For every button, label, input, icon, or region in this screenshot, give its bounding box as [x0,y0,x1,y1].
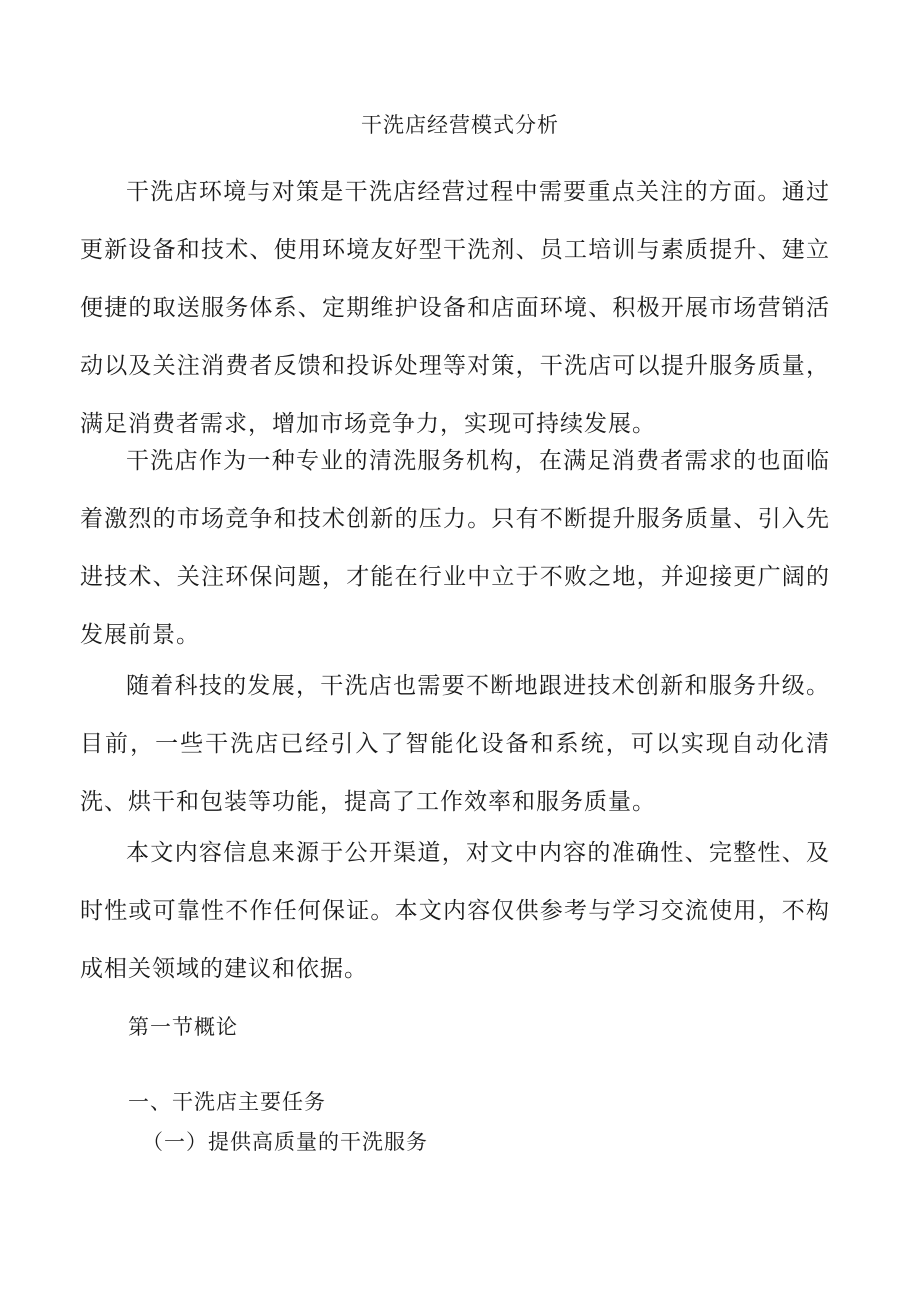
paragraph-competition: 干洗店作为一种专业的清洗服务机构，在满足消费者需求的也面临着激烈的市场竞争和技术创新的压力。只有不断提升服务质量、引入先进技术、关注环保问题，才能在行业中立于不败之地，并迎接更广阔的发展前景。 [80,448,830,648]
paragraph-environment-strategy: 干洗店环境与对策是干洗店经营过程中需要重点关注的方面。通过更新设备和技术、使用环境友好型干洗剂、员工培训与素质提升、建立便捷的取送服务体系、定期维护设备和店面环境、积极开展市场营销活动以及关注消费者反馈和投诉处理等对策，干洗店可以提升服务质量，满足消费者需求，增加市场竞争力，实现可持续发展。 [80,179,830,437]
section-heading: 第一节概论 [128,1015,238,1039]
task-heading: 一、干洗店主要任务 [128,1090,326,1114]
paragraph-technology: 随着科技的发展，干洗店也需要不断地跟进技术创新和服务升级。目前，一些干洗店已经引入了智能化设备和系统，可以实现自动化清洗、烘干和包装等功能，提高了工作效率和服务质量。 [80,673,830,815]
sub-heading: （一）提供高质量的干洗服务 [142,1130,428,1154]
paragraph-disclaimer: 本文内容信息来源于公开渠道，对文中内容的准确性、完整性、及时性或可靠性不作任何保证。本文内容仅供参考与学习交流使用，不构成相关领域的建议和依据。 [80,840,830,982]
document-title: 干洗店经营模式分析 [361,113,559,137]
